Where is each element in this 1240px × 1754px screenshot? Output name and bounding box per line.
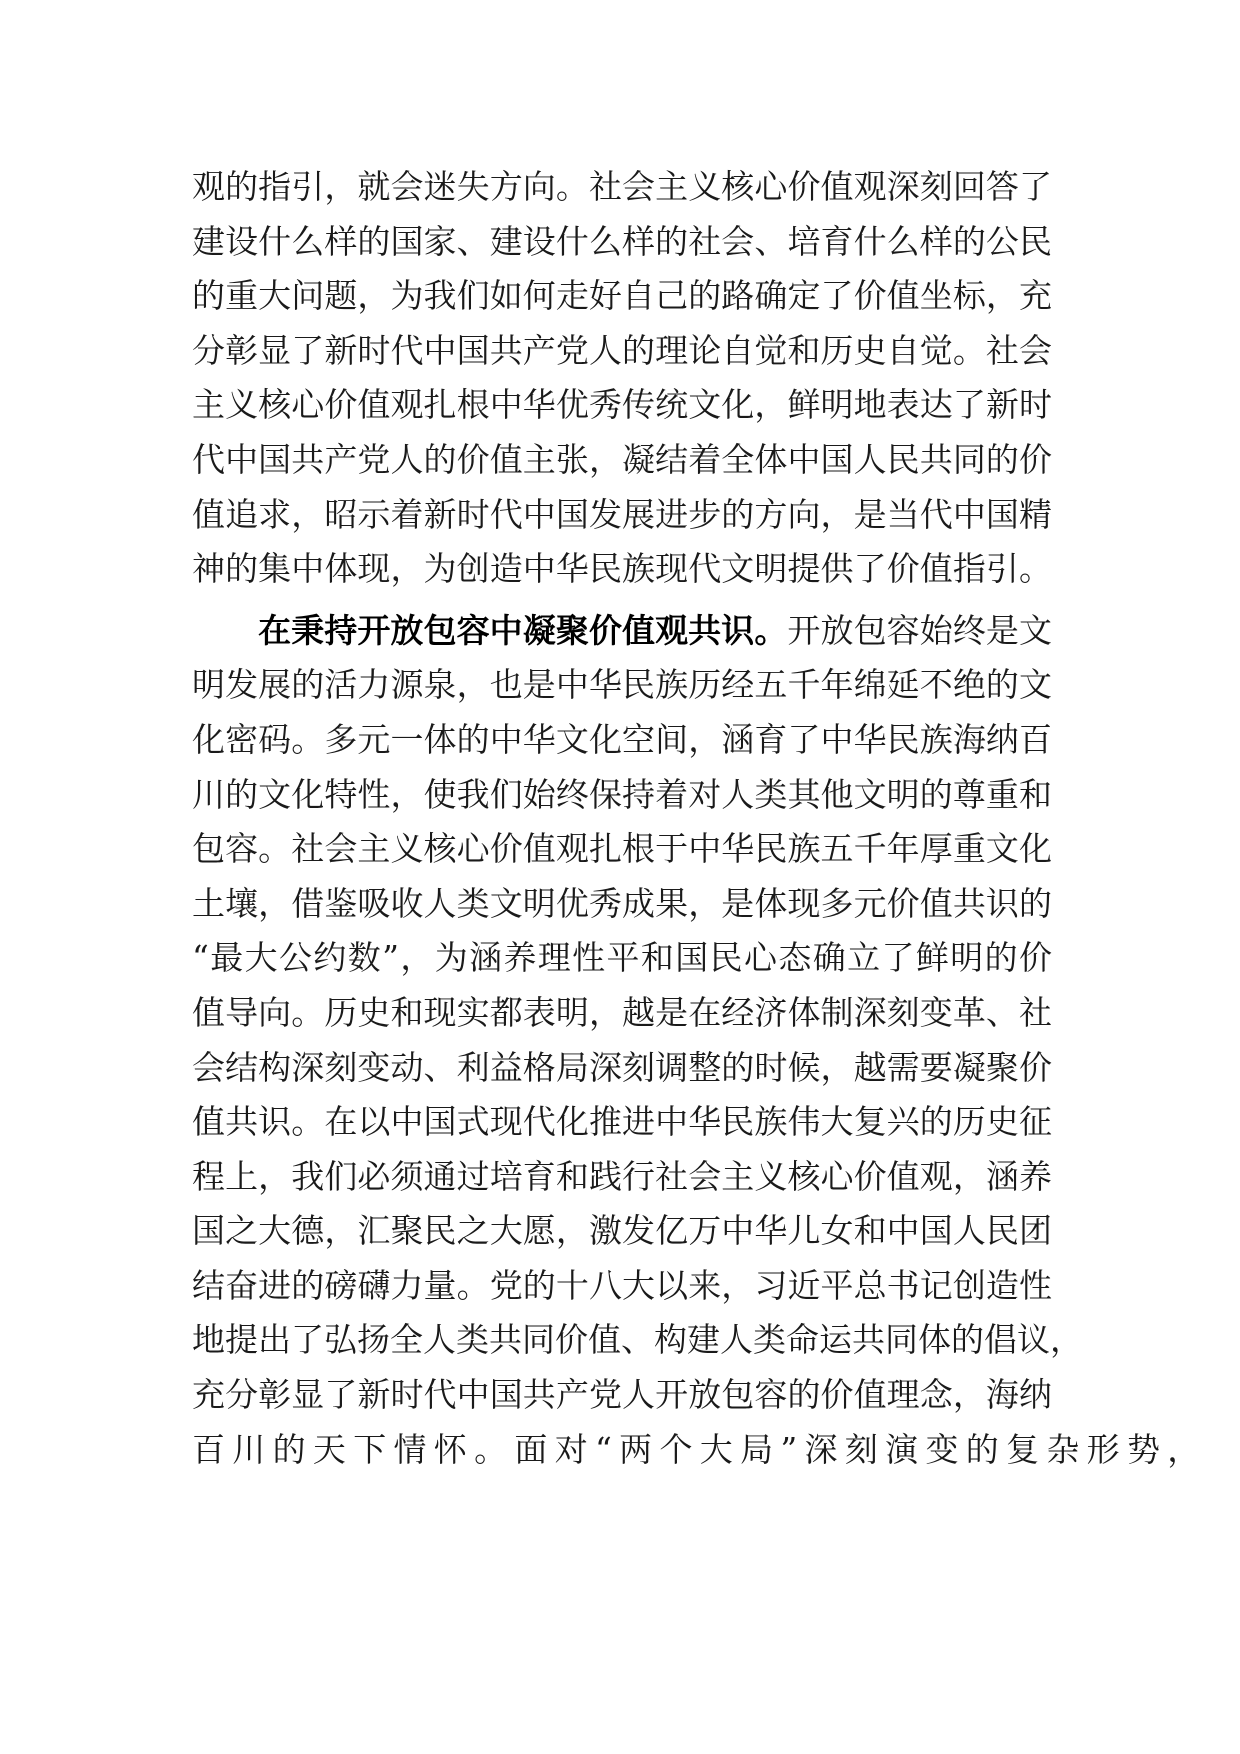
text-line: 地提出了弘扬全人类共同价值、构建人类命运共同体的倡议，: [192, 1320, 1083, 1360]
paragraph-gap: [192, 597, 1052, 604]
text-line: 国之大德，汇聚民之大愿，激发亿万中华儿女和中国人民团: [192, 1211, 1052, 1251]
text-line: 代中国共产党人的价值主张，凝结着全体中国人民共同的价: [192, 439, 1052, 479]
text-line: 的重大问题，为我们如何走好自己的路确定了价值坐标，充: [192, 276, 1052, 316]
text-line: 神的集中体现，为创造中华民族现代文明提供了价值指引。: [192, 549, 1052, 589]
paragraph-first-line: [192, 604, 1052, 659]
text-line: 建设什么样的国家、建设什么样的社会、培育什么样的公民: [192, 221, 1052, 261]
text-line: 值导向。历史和现实都表明，越是在经济体制深刻变革、社: [192, 992, 1052, 1032]
text-line: 观的指引，就会迷失方向。社会主义核心价值观深刻回答了: [192, 167, 1052, 206]
text-line: 程上，我们必须通过培育和践行社会主义核心价值观，涵养: [192, 1156, 1052, 1196]
body-text: [192, 160, 1208, 1477]
text-line: 值追求，昭示着新时代中国发展进步的方向，是当代中国精: [192, 494, 1052, 534]
text-line: 土壤，借鉴吸收人类文明优秀成果，是体现多元价值共识的: [192, 883, 1052, 923]
text-line: 值共识。在以中国式现代化推进中华民族伟大复兴的历史征: [192, 1102, 1052, 1142]
text-line: 主义核心价值观扎根中华优秀传统文化，鲜明地表达了新时: [192, 385, 1052, 425]
text-line: 会结构深刻变动、利益格局深刻调整的时候，越需要凝聚价: [192, 1047, 1052, 1087]
text-line: “最大公约数”，为涵养理性平和国民心态确立了鲜明的价: [192, 938, 1052, 978]
text-line: 化密码。多元一体的中华文化空间，涵育了中华民族海纳百: [192, 719, 1052, 759]
text-line: 分彰显了新时代中国共产党人的理论自觉和历史自觉。社会: [192, 330, 1052, 370]
text-line: 包容。社会主义核心价值观扎根于中华民族五千年厚重文化: [192, 829, 1052, 869]
first-line-text: 开放包容始终是文: [787, 610, 1053, 650]
section-heading: 在秉持开放包容中凝聚价值观共识。: [258, 610, 788, 650]
text-line: 川的文化特性，使我们始终保持着对人类其他文明的尊重和: [192, 774, 1052, 814]
text-line: 充分彰显了新时代中国共产党人开放包容的价值理念，海纳: [192, 1375, 1052, 1415]
text-line: 明发展的活力源泉，也是中华民族历经五千年绵延不绝的文: [192, 665, 1052, 705]
text-line: 结奋进的磅礴力量。党的十八大以来，习近平总书记创造性: [192, 1265, 1052, 1305]
text-line: 百川的天下情怀。面对“两个大局”深刻演变的复杂形势，: [192, 1429, 1208, 1469]
